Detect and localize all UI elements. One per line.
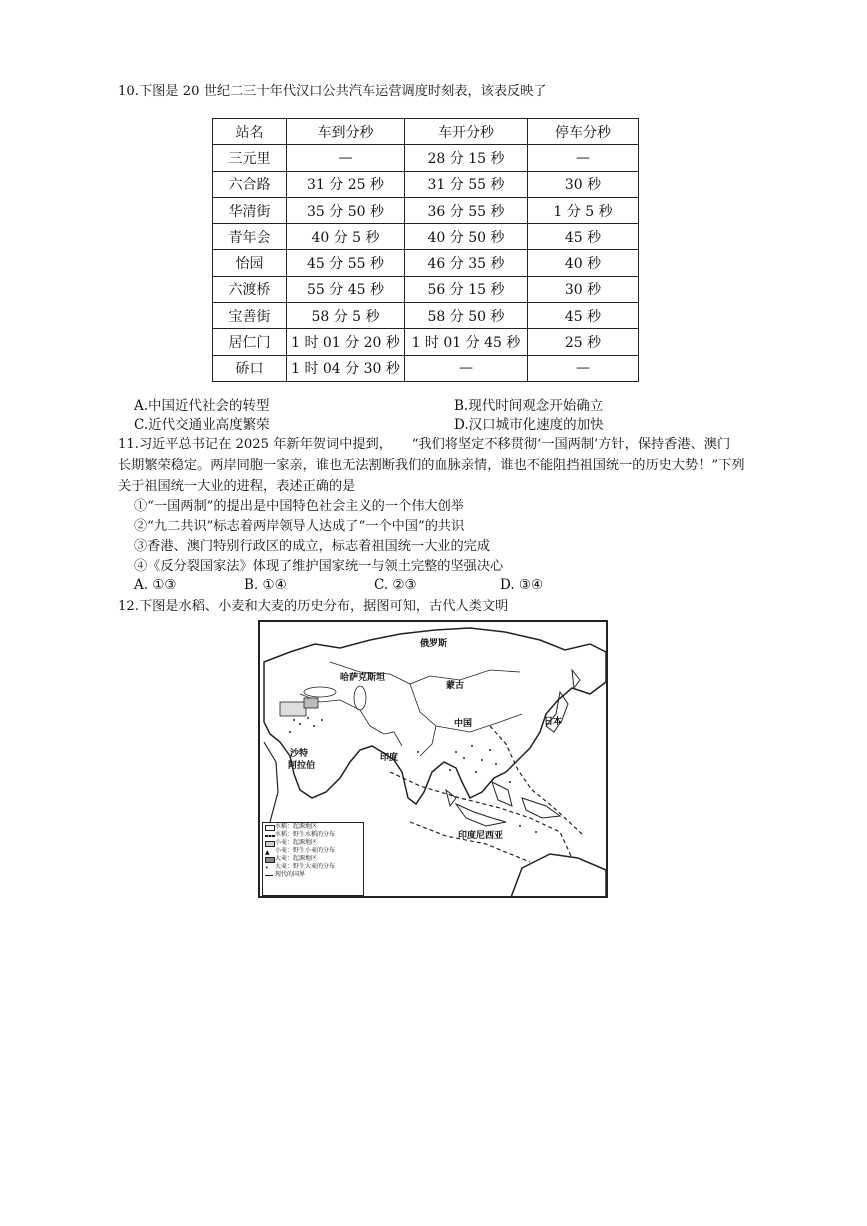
cell-stop: 45 秒 [528, 224, 639, 250]
legend-item: 水稻：起源地区 [263, 823, 363, 831]
cell-stop: 1 分 5 秒 [528, 197, 639, 223]
header-stop: 停车分秒 [528, 119, 639, 145]
q10-option-a[interactable]: A.中国近代社会的转型 [134, 398, 270, 414]
q10-option-b[interactable]: B.现代时间观念开始确立 [454, 398, 604, 414]
table-row [213, 145, 639, 171]
q11-option-c[interactable]: C. ②③ [374, 577, 417, 593]
table-row [213, 303, 639, 329]
table-header-row [213, 119, 639, 145]
legend-item: 小麦：起源地区 [263, 839, 363, 847]
table-row [213, 250, 639, 276]
cell-depart: 56 分 15 秒 [405, 276, 528, 302]
cell-arrive: 1 时 01 分 20 秒 [287, 329, 405, 355]
table-row [213, 224, 639, 250]
cell-station: 华清街 [213, 197, 287, 223]
border-line-swatch [265, 875, 273, 876]
table-row [213, 171, 639, 197]
header-station: 站名 [213, 119, 287, 145]
cell-stop: 45 秒 [528, 303, 639, 329]
cell-depart: 58 分 50 秒 [405, 303, 528, 329]
q11-item-3: ③香港、澳门特别行政区的成立，标志着祖国统一大业的完成 [134, 539, 491, 554]
cell-station: 硚口 [213, 355, 287, 381]
cell-station: 青年会 [213, 224, 287, 250]
cell-depart: 28 分 15 秒 [405, 145, 528, 171]
legend-item: 大麦：起源地区 [263, 855, 363, 863]
cell-depart: 46 分 35 秒 [405, 250, 528, 276]
cell-depart: 36 分 55 秒 [405, 197, 528, 223]
cell-station: 怡园 [213, 250, 287, 276]
cell-stop: 40 秒 [528, 250, 639, 276]
bus-schedule-table [212, 118, 639, 382]
q11-stem-line1: 11.习近平总书记在 2025 年新年贺词中提到， “我们将坚定不移贯彻‘一国两制’方针，保持香港、澳门 [118, 437, 731, 452]
map-label-kazakhstan: 哈萨克斯坦 [340, 673, 386, 683]
cell-stop: 30 秒 [528, 171, 639, 197]
cell-arrive: 1 时 04 分 30 秒 [287, 355, 405, 381]
cell-arrive: 55 分 45 秒 [287, 276, 405, 302]
q11-stem-line2: 长期繁荣稳定。两岸同胞一家亲，谁也无法割断我们的血脉亲情，谁也不能阻挡祖国统一的历史大势！”下列 [118, 458, 745, 473]
map-legend [262, 822, 364, 896]
crop-distribution-map [258, 620, 608, 898]
q11-item-1: ①“一国两制”的提出是中国特色社会主义的一个伟大创举 [134, 499, 464, 514]
table-row [213, 355, 639, 381]
map-label-china: 中国 [454, 719, 473, 729]
rice-wild-swatch [265, 835, 275, 837]
legend-item: ▲ 小麦：野生小麦的分布 [265, 847, 336, 856]
map-label-russia: 俄罗斯 [420, 639, 448, 649]
map-label-japan: 日本 [544, 717, 563, 727]
q11-item-4: ④《反分裂国家法》体现了维护国家统一与领土完整的坚强决心 [134, 559, 504, 574]
barley-wild-dot-icon: • [265, 865, 269, 872]
cell-depart: — [405, 355, 528, 381]
legend-item: 现代的国界 [263, 871, 363, 879]
cell-arrive: 40 分 5 秒 [287, 224, 405, 250]
q11-option-b[interactable]: B. ①④ [244, 577, 287, 593]
cell-arrive: — [287, 145, 405, 171]
map-label-mongolia: 蒙古 [446, 681, 465, 691]
q11-option-d[interactable]: D. ③④ [500, 577, 544, 593]
cell-arrive: 35 分 50 秒 [287, 197, 405, 223]
q11-item-2: ②“九二共识”标志着两岸领导人达成了“一个中国”的共识 [134, 519, 465, 534]
legend-item: 水稻：野生水稻的分布 [263, 831, 363, 839]
cell-station: 居仁门 [213, 329, 287, 355]
cell-station: 六渡桥 [213, 276, 287, 302]
table-row [213, 197, 639, 223]
cell-station: 三元里 [213, 145, 287, 171]
table-row [213, 329, 639, 355]
cell-arrive: 45 分 55 秒 [287, 250, 405, 276]
map-label-indonesia: 印度尼西亚 [458, 831, 504, 841]
legend-item: • 大麦：野生大麦的分布 [265, 863, 336, 872]
map-label-arabia: 阿拉伯 [288, 761, 316, 771]
cell-depart: 40 分 50 秒 [405, 224, 528, 250]
table-row [213, 276, 639, 302]
q11-option-a[interactable]: A. ①③ [134, 577, 177, 593]
wheat-wild-triangle-icon: ▲ [265, 849, 270, 856]
cell-depart: 1 时 01 分 45 秒 [405, 329, 528, 355]
q10-stem: 10.下图是 20 世纪二三十年代汉口公共汽车运营调度时刻表，该表反映了 [118, 84, 547, 99]
q11-stem-line3: 关于祖国统一大业的进程，表述正确的是 [118, 479, 356, 494]
map-label-india: 印度 [380, 753, 399, 763]
cell-stop: — [528, 355, 639, 381]
cell-arrive: 58 分 5 秒 [287, 303, 405, 329]
q10-option-d[interactable]: D.汉口城市化速度的加快 [454, 417, 604, 433]
header-arrive: 车到分秒 [287, 119, 405, 145]
cell-stop: 30 秒 [528, 276, 639, 302]
cell-stop: 25 秒 [528, 329, 639, 355]
cell-arrive: 31 分 25 秒 [287, 171, 405, 197]
cell-depart: 31 分 55 秒 [405, 171, 528, 197]
q12-stem: 12.下图是水稻、小麦和大麦的历史分布，据图可知，古代人类文明 [118, 599, 509, 614]
map-label-saudi: 沙特 [290, 749, 309, 759]
cell-stop: — [528, 145, 639, 171]
header-depart: 车开分秒 [405, 119, 528, 145]
q10-option-c[interactable]: C.近代交通业高度繁荣 [134, 417, 270, 433]
cell-station: 六合路 [213, 171, 287, 197]
cell-station: 宝善街 [213, 303, 287, 329]
